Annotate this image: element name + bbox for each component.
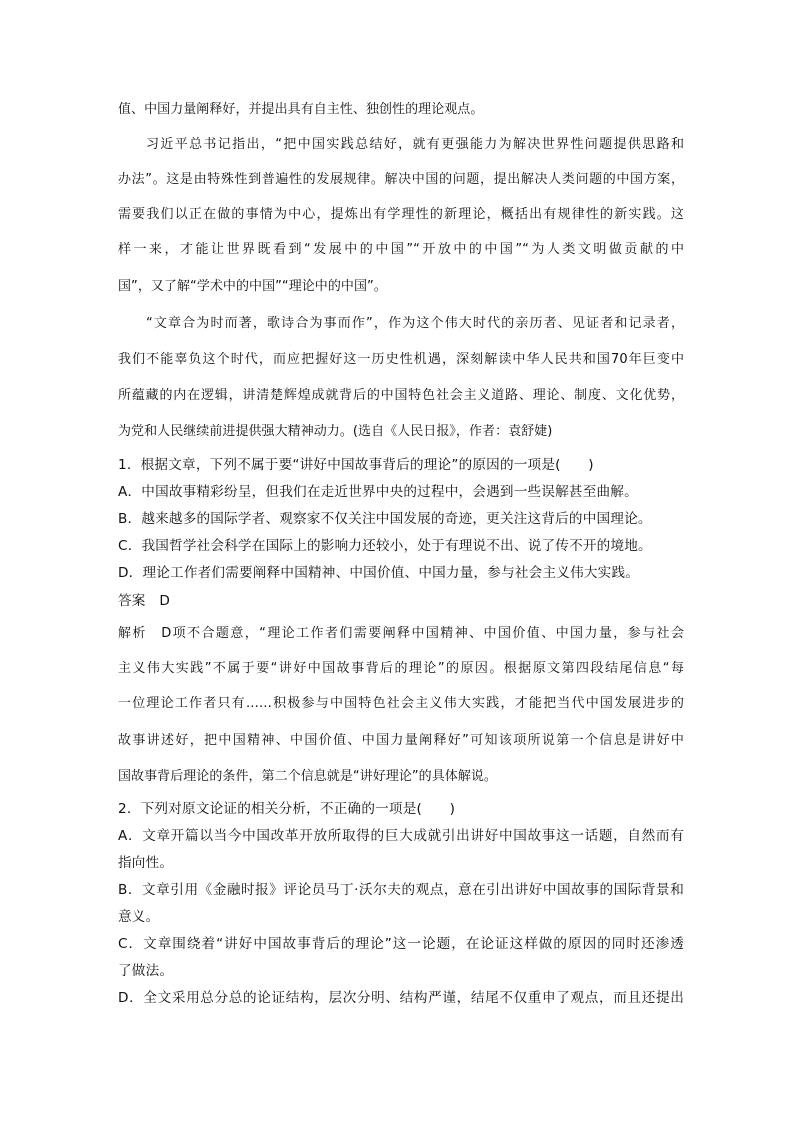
question-1-analysis-line-3: 一位理论工作者只有……积极参与中国特色社会主义伟大实践，才能把当代中国发展进步的 [118, 696, 684, 711]
question-1-option-d: D．理论工作者们需要阐释中国精神、中国价值、中国力量，参与社会主义伟大实践。 [118, 565, 640, 581]
question-2-option-a-line-2: 指向性。 [118, 855, 174, 871]
question-1-analysis-line-2: 主义伟大实践”不属于要“讲好中国故事背后的理论”的原因。根据原文第四段结尾信息“每 [118, 661, 684, 676]
question-1-analysis-line-1: 解析 D项不合题意，“理论工作者们需要阐释中国精神、中国价值、中国力量，参与社会 [118, 626, 684, 641]
question-2-option-c-line-2: 了做法。 [118, 963, 174, 979]
question-2-stem: 2．下列对原文论证的相关分析，不正确的一项是( ) [118, 801, 456, 817]
passage-line-10: 为党和人民继续前进提供强大精神动力。(选自《人民日报》，作者：袁舒婕) [118, 424, 553, 439]
question-2-option-b-line-2: 意义。 [118, 909, 160, 925]
question-2-option-d-line-1: D．全文采用总分总的论证结构，层次分明、结构严谨，结尾不仅重申了观点，而且还提出 [118, 990, 684, 1006]
passage-line-1: 值、中国力量阐释好，并提出具有自主性、独创性的理论观点。 [118, 102, 484, 117]
passage-line-7: “文章合为时而著，歌诗合为事而作”，作为这个伟大时代的亲历者、见证者和记录者， [146, 316, 684, 331]
passage-line-5: 样一来，才能让世界既看到“发展中的中国”“开放中的中国”“为人类文明做贡献的中 [118, 242, 684, 257]
question-2-option-c-line-1: C．文章围绕着“讲好中国故事背后的理论”这一论题，在论证这样做的原因的同时还渗透 [118, 936, 684, 952]
question-2-option-b-line-1: B．文章引用《金融时报》评论员马丁·沃尔夫的观点，意在引出讲好中国故事的国际背景和 [118, 882, 684, 898]
question-1-analysis-line-4: 故事讲述好，把中国精神、中国价值、中国力量阐释好”可知该项所说第一个信息是讲好中 [118, 733, 684, 748]
passage-line-8: 我们不能辜负这个时代，而应把握好这一历史性机遇，深刻解读中华人民共和国70年巨变中 [118, 352, 684, 367]
question-1-option-a: A．中国故事精彩纷呈，但我们在走近世界中央的过程中，会遇到一些误解甚至曲解。 [118, 484, 638, 500]
passage-line-4: 需要我们以正在做的事情为中心，提炼出有学理性的新理论，概括出有规律性的新实践。这 [118, 207, 684, 222]
passage-line-2: 习近平总书记指出，“把中国实践总结好，就有更强能力为解决世界性问题提供思路和 [146, 137, 684, 152]
question-1-stem: 1．根据文章，下列不属于要“讲好中国故事背后的理论”的原因的一项是( ) [118, 457, 594, 473]
question-2-option-a-line-1: A．文章开篇以当今中国改革开放所取得的巨大成就引出讲好中国故事这一话题，自然而有 [118, 828, 684, 844]
passage-line-3: 办法”。这是由特殊性到普遍性的发展规律。解决中国的问题，提出解决人类问题的中国方案， [118, 172, 684, 187]
passage-line-9: 所蕴藏的内在逻辑，讲清楚辉煌成就背后的中国特色社会主义道路、理论、制度、文化优势， [118, 388, 684, 403]
question-1-answer: 答案 D [118, 593, 171, 609]
question-1-option-c: C．我国哲学社会科学在国际上的影响力还较小，处于有理说不出、说了传不开的境地。 [118, 538, 652, 554]
passage-line-6: 国”，又了解“学术中的中国”“理论中的中国”。 [118, 279, 387, 294]
question-1-analysis-line-5: 国故事背后理论的条件，第二个信息就是“讲好理论”的具体解说。 [118, 769, 497, 784]
question-1-option-b: B．越来越多的国际学者、观察家不仅关注中国发展的奇迹，更关注这背后的中国理论。 [118, 511, 652, 527]
